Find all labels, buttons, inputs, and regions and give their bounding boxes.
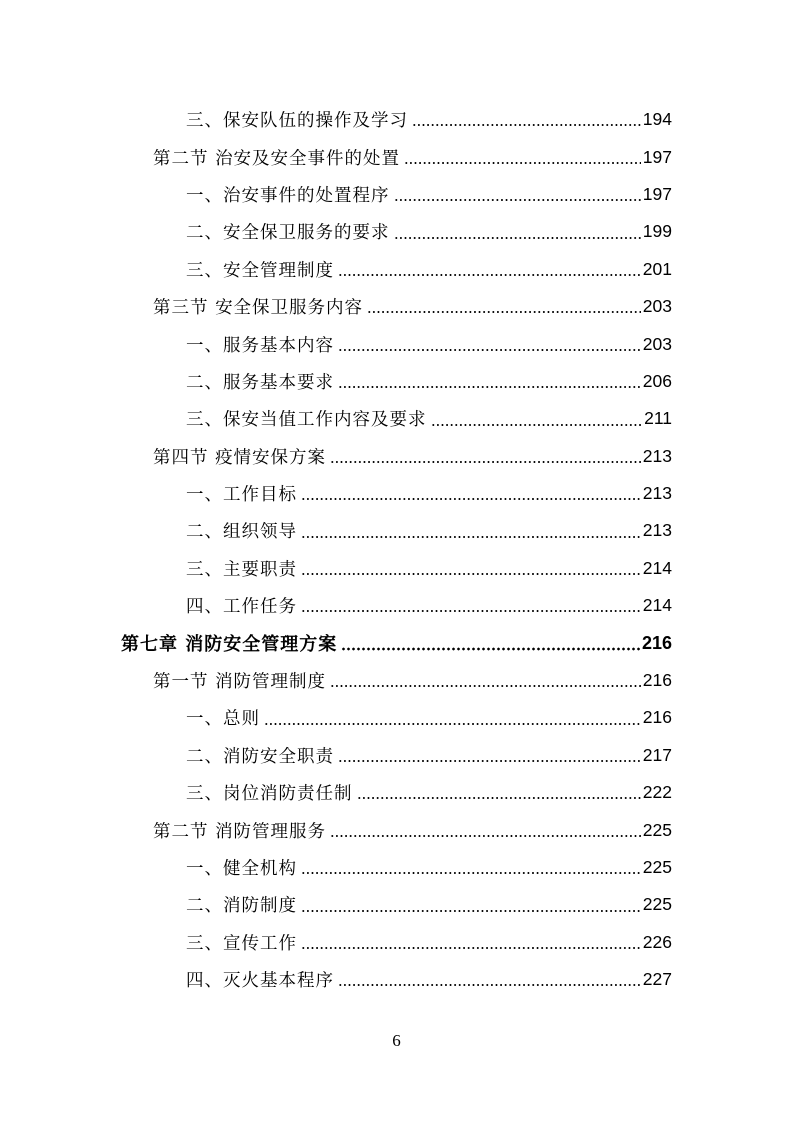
- toc-entry-page-number: 201: [642, 258, 672, 279]
- toc-entry-page-number: 213: [642, 483, 672, 504]
- toc-entry-title: 一、治安事件的处置程序: [186, 185, 390, 206]
- dot-leader: [431, 423, 643, 427]
- page-number: 6: [392, 1031, 401, 1050]
- toc-entry-page-number: 213: [642, 445, 672, 466]
- dot-leader: [330, 460, 641, 464]
- toc-entry[interactable]: [0, 475, 793, 512]
- toc-entry-page-number: 197: [642, 183, 672, 204]
- toc-entry[interactable]: [0, 737, 793, 774]
- toc-entry-page-number: 214: [642, 595, 672, 616]
- toc-entry-title: 三、宣传工作: [186, 933, 297, 954]
- dot-leader: [301, 572, 641, 576]
- toc-entry[interactable]: [0, 138, 793, 175]
- toc-entry[interactable]: [0, 699, 793, 736]
- toc-entry-page-number: 216: [641, 632, 672, 653]
- toc-entry-title: 二、安全保卫服务的要求: [186, 223, 390, 244]
- dot-leader: [338, 983, 641, 987]
- toc-entry-page-number: 214: [642, 557, 672, 578]
- toc-entry-page-number: 226: [642, 931, 672, 952]
- toc-entry[interactable]: [0, 662, 793, 699]
- dot-leader: [338, 759, 641, 763]
- toc-entry-title: 一、总则: [186, 709, 260, 730]
- toc-entry-title: 二、消防制度: [186, 896, 297, 917]
- toc-entry[interactable]: [0, 811, 793, 848]
- toc-entry[interactable]: [0, 924, 793, 961]
- dot-leader: [404, 161, 641, 165]
- toc-entry-page-number: 199: [642, 221, 672, 242]
- toc-entry[interactable]: [0, 961, 793, 998]
- dot-leader: [338, 273, 641, 277]
- dot-leader: [330, 834, 641, 838]
- toc-entry-title: 三、保安当值工作内容及要求: [186, 410, 427, 431]
- toc-entry-title: 第七章 消防安全管理方案: [121, 634, 338, 656]
- toc-entry-page-number: 222: [642, 782, 672, 803]
- toc-entry-title: 第二节 消防管理服务: [153, 821, 327, 842]
- toc-entry[interactable]: [0, 213, 793, 250]
- toc-entry[interactable]: [0, 176, 793, 213]
- dot-leader: [301, 909, 641, 913]
- toc-entry-page-number: 211: [644, 408, 672, 429]
- toc-entry[interactable]: [0, 886, 793, 923]
- toc-entry-title: 二、服务基本要求: [186, 372, 334, 393]
- dot-leader: [394, 198, 641, 202]
- toc-entry-title: 一、工作目标: [186, 485, 297, 506]
- toc-entry-page-number: 225: [642, 894, 672, 915]
- toc-entry-title: 第二节 治安及安全事件的处置: [153, 148, 401, 169]
- table-of-contents: [0, 101, 793, 998]
- toc-entry[interactable]: [0, 251, 793, 288]
- toc-entry-page-number: 213: [642, 520, 672, 541]
- toc-entry[interactable]: [0, 849, 793, 886]
- toc-entry-title: 第一节 消防管理制度: [153, 672, 327, 693]
- toc-entry-title: 二、消防安全职责: [186, 746, 334, 767]
- dot-leader: [357, 796, 641, 800]
- toc-entry[interactable]: [0, 624, 793, 661]
- toc-entry-page-number: 216: [642, 670, 672, 691]
- toc-entry[interactable]: [0, 101, 793, 138]
- toc-entry[interactable]: [0, 288, 793, 325]
- toc-entry-page-number: 203: [642, 296, 672, 317]
- dot-leader: [330, 684, 641, 688]
- toc-entry[interactable]: [0, 325, 793, 362]
- toc-entry-title: 三、主要职责: [186, 559, 297, 580]
- toc-entry-page-number: 206: [642, 370, 672, 391]
- dot-leader: [301, 871, 641, 875]
- toc-entry-title: 一、健全机构: [186, 859, 297, 879]
- toc-entry-title: 第三节 安全保卫服务内容: [153, 298, 364, 319]
- toc-entry-page-number: 227: [642, 969, 672, 990]
- toc-entry-title: 四、工作任务: [186, 597, 297, 618]
- toc-entry[interactable]: [0, 774, 793, 811]
- dot-leader: [412, 123, 641, 127]
- dot-leader: [338, 385, 641, 389]
- dot-leader: [301, 946, 641, 950]
- toc-entry-title: 三、安全管理制度: [186, 260, 334, 281]
- toc-entry-page-number: 217: [642, 744, 672, 765]
- toc-entry[interactable]: [0, 512, 793, 549]
- toc-entry-page-number: 203: [642, 333, 672, 354]
- toc-entry-title: 第四节 疫情安保方案: [153, 447, 327, 468]
- dot-leader: [301, 535, 641, 539]
- toc-entry-page-number: 197: [642, 146, 672, 167]
- toc-entry-title: 三、保安队伍的操作及学习: [186, 111, 408, 132]
- toc-entry-page-number: 225: [642, 857, 672, 877]
- toc-entry[interactable]: [0, 400, 793, 437]
- toc-entry-title: 四、灭火基本程序: [186, 971, 334, 992]
- toc-entry[interactable]: [0, 550, 793, 587]
- dot-leader: [338, 348, 641, 352]
- dot-leader: [341, 647, 640, 651]
- toc-entry-title: 三、岗位消防责任制: [186, 784, 353, 805]
- dot-leader: [367, 310, 641, 314]
- dot-leader: [394, 236, 641, 240]
- dot-leader: [301, 497, 641, 501]
- dot-leader: [301, 609, 641, 613]
- toc-entry-page-number: 225: [642, 819, 672, 840]
- toc-entry[interactable]: [0, 587, 793, 624]
- dot-leader: [264, 722, 641, 726]
- toc-entry-title: 一、服务基本内容: [186, 335, 334, 356]
- toc-entry-page-number: 216: [642, 707, 672, 728]
- toc-entry[interactable]: [0, 438, 793, 475]
- toc-entry[interactable]: [0, 363, 793, 400]
- toc-entry-page-number: 194: [642, 109, 672, 130]
- toc-entry-title: 二、组织领导: [186, 522, 297, 543]
